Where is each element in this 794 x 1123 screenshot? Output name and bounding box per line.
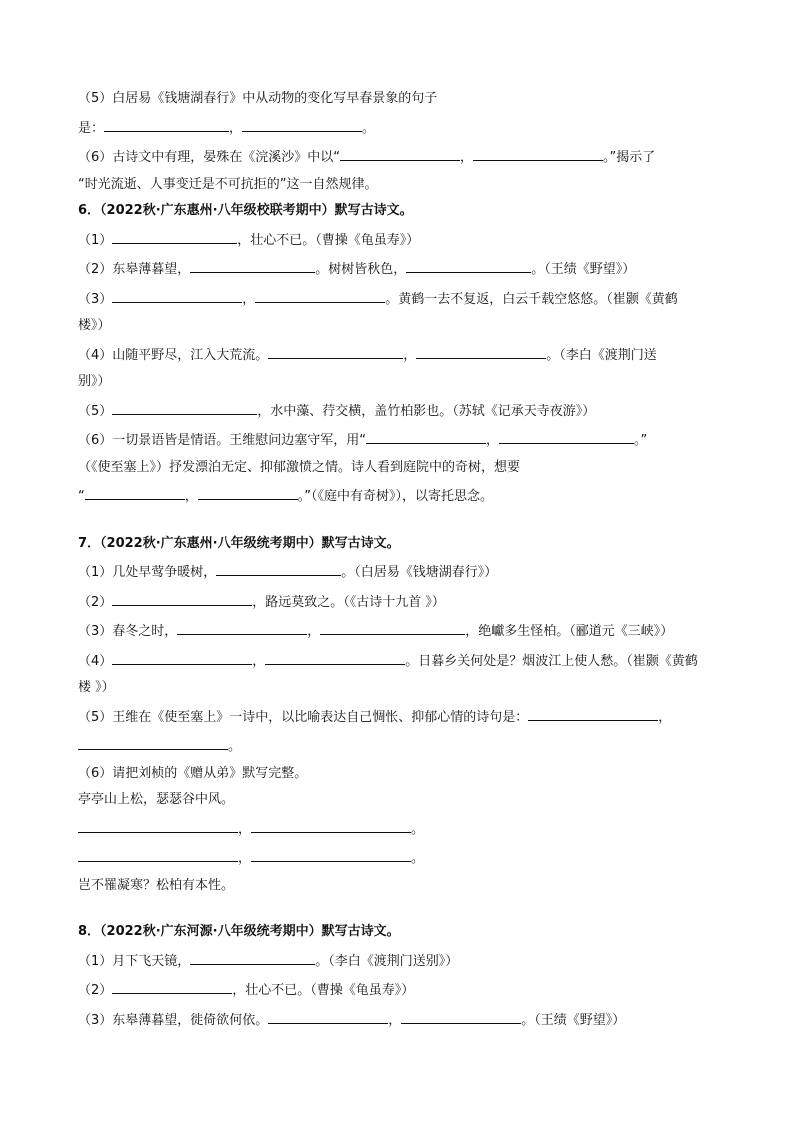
- answer-blank[interactable]: [401, 1009, 521, 1024]
- q5-item6: （6）古诗文中有理，晏殊在《浣溪沙》中以“ ， 。”揭示了: [78, 146, 728, 167]
- answer-blank[interactable]: [251, 818, 411, 833]
- poem-blanks-2: ， 。: [78, 847, 728, 868]
- answer-blank[interactable]: [320, 620, 465, 635]
- answer-blank[interactable]: [216, 561, 341, 576]
- answer-blank[interactable]: [190, 258, 315, 273]
- answer-blank[interactable]: [366, 429, 486, 444]
- answer-blank[interactable]: [112, 288, 242, 303]
- q7-item1: （1）几处早莺争暖树， 。（白居易《钱塘湖春行》）: [78, 561, 728, 582]
- q6-item6-cont2: “ ， 。”（《庭中有奇树》），以寄托思念。: [78, 485, 728, 506]
- answer-blank[interactable]: [112, 591, 252, 606]
- q5-item5: （5）白居易《钱塘湖春行》中从动物的变化写早春景象的句子: [78, 91, 438, 106]
- question-8-title: 8．（2022秋·广东河源·八年级统考期中）默写古诗文。: [78, 924, 400, 939]
- answer-blank[interactable]: [242, 117, 362, 132]
- answer-blank[interactable]: [406, 258, 531, 273]
- q5-item6-cont: “时光流逝、人事变迁是不可抗拒的”这一自然规律。: [78, 176, 378, 192]
- poem-line-4: 岂不罹凝寒？松柏有本性。: [78, 877, 235, 893]
- q6-item5: （5） ，水中藻、荇交横，盖竹柏影也。（苏轼《记承天寺夜游》）: [78, 400, 728, 421]
- answer-blank[interactable]: [112, 229, 237, 244]
- q7-item4: （4） ， 。日暮乡关何处是？烟波江上使人愁。（崔颢《黄鹤: [78, 650, 728, 671]
- q8-item3: （3）东皋薄暮望，徙倚欲何依。 ， 。（王绩《野望》）: [78, 1009, 728, 1030]
- q6-item3-cont: 楼》）: [78, 318, 111, 333]
- answer-blank[interactable]: [268, 344, 403, 359]
- q6-item4-cont: 别》）: [78, 374, 111, 389]
- answer-blank[interactable]: [78, 818, 238, 833]
- q7-item5: （5）王维在《使至塞上》一诗中，以比喻表达自己惆怅、抑郁心情的诗句是： ，: [78, 706, 728, 727]
- answer-blank[interactable]: [528, 706, 658, 721]
- answer-blank[interactable]: [104, 117, 229, 132]
- q5-item5-blanks: 是： ， 。: [78, 117, 728, 138]
- q7-item6: （6）请把刘桢的《赠从弟》默写完整。: [78, 765, 308, 781]
- q6-item6-cont: （《使至塞上》）抒发漂泊无定、抑郁激愤之情。诗人看到庭院中的奇树，想要: [78, 459, 521, 475]
- answer-blank[interactable]: [112, 650, 252, 665]
- q8-item1: （1）月下飞天镜， 。（李白《渡荆门送别》）: [78, 950, 728, 971]
- question-6-title: 6．（2022秋·广东惠州·八年级校联考期中）默写古诗文。: [78, 203, 413, 218]
- answer-blank[interactable]: [85, 485, 185, 500]
- q7-item5-cont: 。: [78, 735, 728, 756]
- q7-item3: （3）春冬之时， ， ，绝巘多生怪柏。（郦道元《三峡》）: [78, 620, 728, 641]
- q8-item2: （2） ，壮心不已。（曹操《龟虽寿》）: [78, 979, 728, 1000]
- answer-blank[interactable]: [268, 1009, 388, 1024]
- answer-blank[interactable]: [78, 847, 238, 862]
- q6-item3: （3） ， 。黄鹤一去不复返，白云千载空悠悠。（崔颢《黄鹤: [78, 288, 728, 309]
- q6-item4: （4）山随平野尽，江入大荒流。 ， 。（李白《渡荆门送: [78, 344, 728, 365]
- q6-item1: （1） ，壮心不已。（曹操《龟虽寿》）: [78, 229, 728, 250]
- q7-item2: （2） ，路远莫致之。（《古诗十九首 》）: [78, 591, 728, 612]
- answer-blank[interactable]: [251, 847, 411, 862]
- q6-item2: （2）东皋薄暮望， 。树树皆秋色， 。（王绩《野望》）: [78, 258, 728, 279]
- q7-item4-cont: 楼 》）: [78, 680, 115, 695]
- answer-blank[interactable]: [265, 650, 405, 665]
- answer-blank[interactable]: [499, 429, 634, 444]
- question-7-title: 7．（2022秋·广东惠州·八年级统考期中）默写古诗文。: [78, 535, 400, 551]
- answer-blank[interactable]: [416, 344, 546, 359]
- answer-blank[interactable]: [340, 146, 460, 161]
- answer-blank[interactable]: [190, 950, 315, 965]
- answer-blank[interactable]: [255, 288, 385, 303]
- answer-blank[interactable]: [78, 735, 228, 750]
- document-page: [78, 90, 728, 1038]
- answer-blank[interactable]: [177, 620, 307, 635]
- answer-blank[interactable]: [473, 146, 603, 161]
- poem-blanks-1: ， 。: [78, 818, 728, 839]
- answer-blank[interactable]: [198, 485, 298, 500]
- answer-blank[interactable]: [112, 979, 232, 994]
- q6-item6: （6）一切景语皆是情语。王维慰问边塞守军，用“ ， 。”: [78, 429, 728, 450]
- poem-line-1: 亭亭山上松，瑟瑟谷中风。: [78, 792, 235, 807]
- answer-blank[interactable]: [112, 400, 257, 415]
